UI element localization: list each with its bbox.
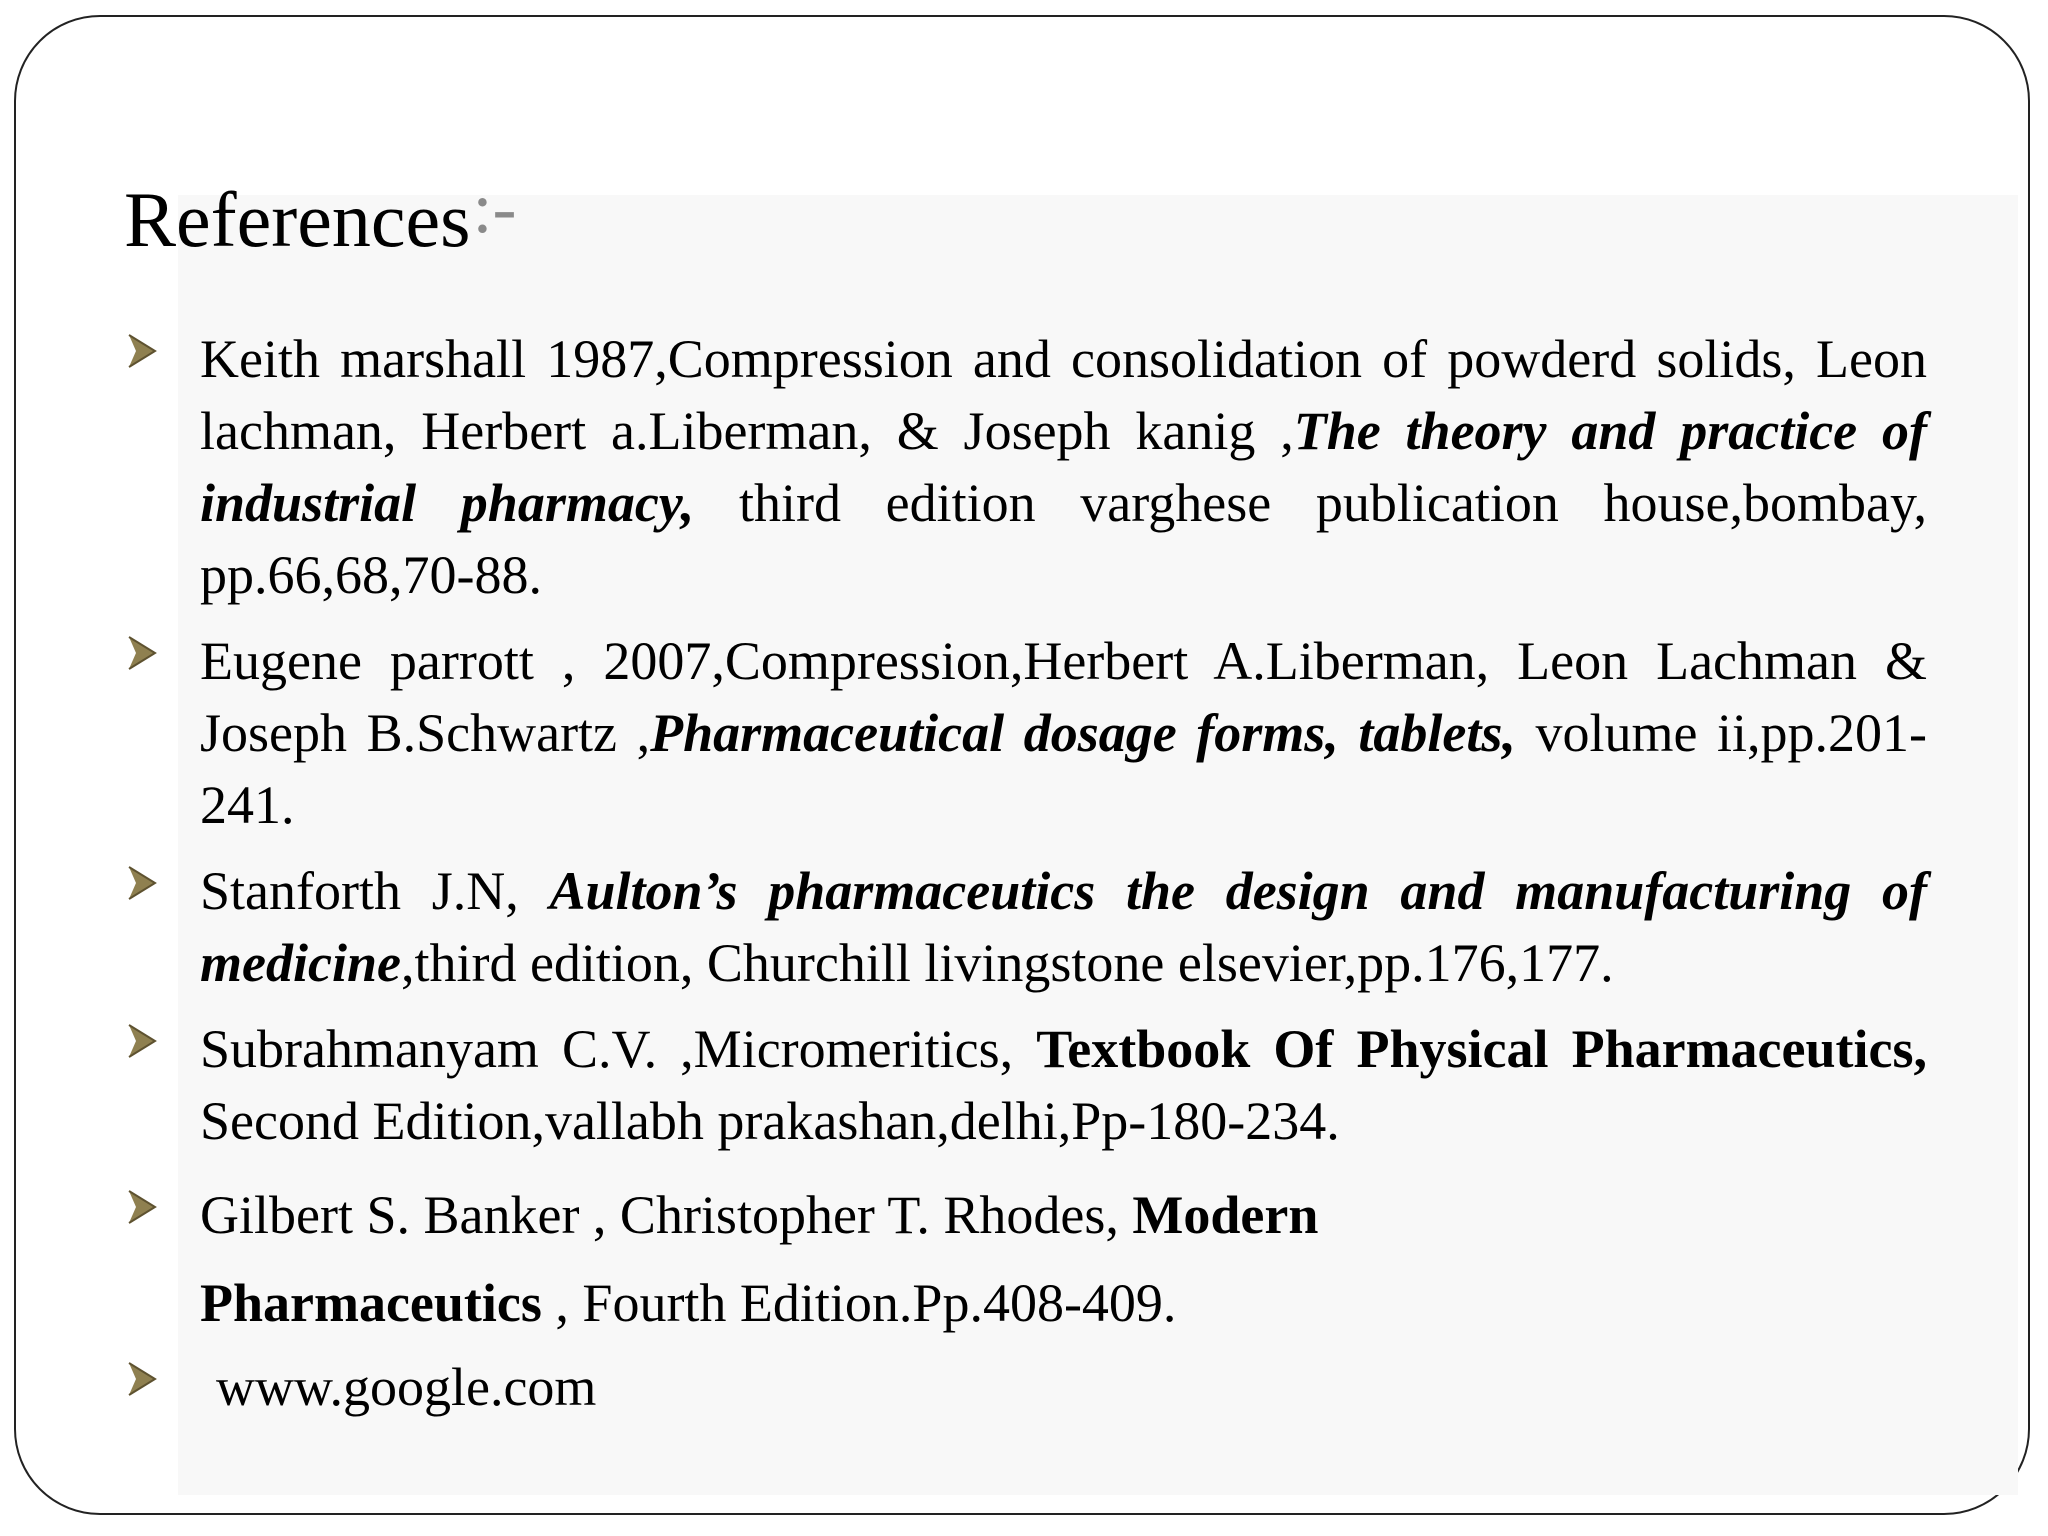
reference-item (127, 855, 1927, 999)
reference-text: Eugene parrott , 2007,Compression,Herbert A.Liberman, Leon Lachman & Joseph B.Schwartz , (200, 631, 1927, 763)
reference-title: Textbook Of Physical Pharmaceutics, (1036, 1019, 1927, 1079)
reference-title: Modern (1132, 1185, 1319, 1245)
reference-item (127, 1351, 1927, 1423)
slide-title-suffix: :- (472, 168, 517, 248)
reference-item (127, 1013, 1927, 1157)
reference-title-continued: Pharmaceutics (200, 1273, 542, 1333)
arrowhead-bullet-icon (127, 1361, 157, 1397)
reference-title: Pharmaceutical dosage forms, tablets, (650, 703, 1516, 763)
reference-text: Gilbert S. Banker , Christopher T. Rhodes, (200, 1185, 1133, 1245)
arrowhead-bullet-icon (127, 865, 157, 901)
slide-title (124, 168, 517, 267)
reference-details: Second Edition,vallabh prakashan,delhi,Pp-180-234. (200, 1091, 1340, 1151)
reference-details: , Fourth Edition.Pp.408-409. (541, 1273, 1177, 1333)
reference-details: third edition varghese publication house,bombay, pp.66,68,70-88. (200, 473, 1927, 605)
arrowhead-bullet-icon (127, 1023, 157, 1059)
arrowhead-bullet-icon (127, 333, 157, 369)
slide-title-text: References (124, 176, 471, 263)
reference-second-line (200, 1259, 1927, 1347)
arrowhead-bullet-icon (127, 635, 157, 671)
reference-text: Subrahmanyam C.V. ,Micromeritics, (200, 1019, 1037, 1079)
reference-details: volume ii,pp.201-241. (200, 703, 1928, 835)
reference-title: The theory and practice of industrial pharmacy, (200, 401, 1927, 533)
reference-text: Keith marshall 1987,Compression and consolidation of powderd solids, Leon lachman, Herbert a.Liberman, & Joseph kanig , (200, 329, 1927, 461)
reference-item (127, 323, 1927, 611)
reference-text: Stanforth J.N, (200, 861, 550, 921)
reference-title: Aulton’s pharmaceutics the design and manufacturing of medicine (200, 861, 1927, 993)
reference-details: ,third edition, Churchill livingstone elsevier,pp.176,177. (400, 933, 1614, 993)
reference-item (127, 625, 1927, 841)
arrowhead-bullet-icon (127, 1189, 157, 1225)
reference-item (127, 1171, 1927, 1347)
reference-url[interactable]: www.google.com (216, 1357, 597, 1417)
references-list (127, 323, 1927, 1423)
